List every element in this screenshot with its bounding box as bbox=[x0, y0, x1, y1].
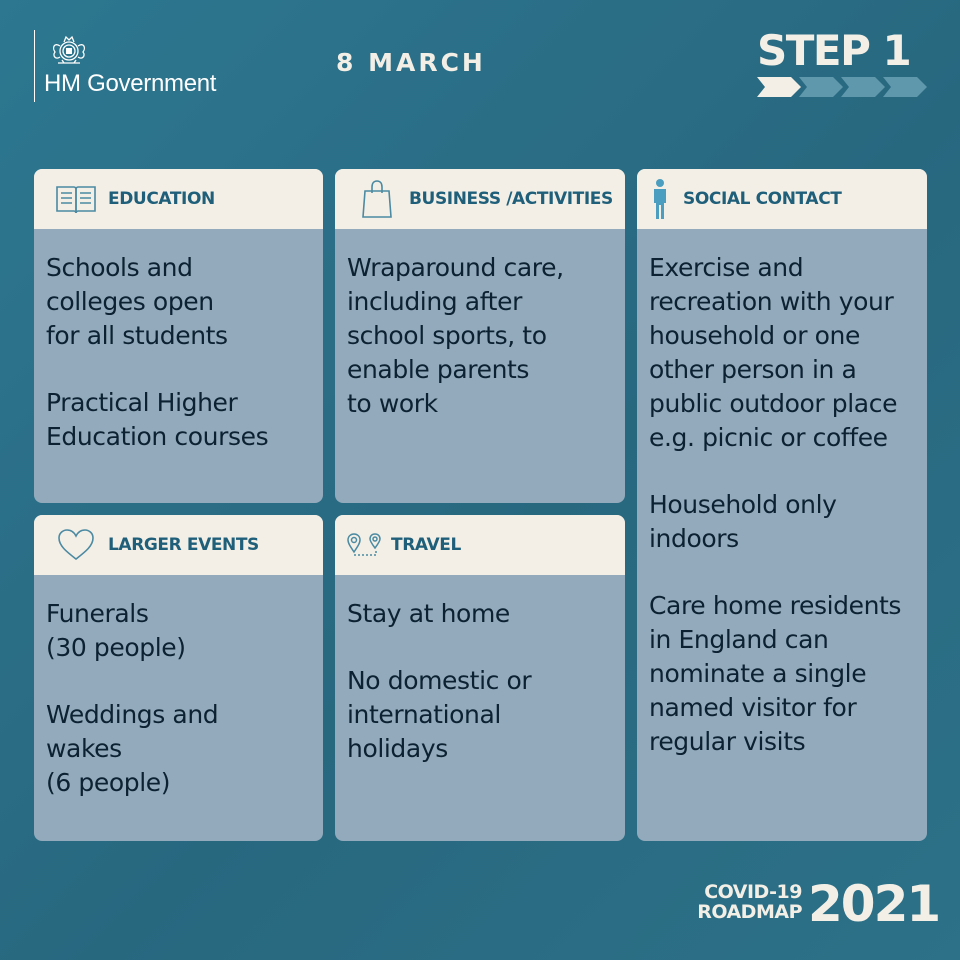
roadmap-year: 2021 bbox=[808, 875, 940, 933]
map-pin-route-icon bbox=[345, 528, 385, 562]
card-title: BUSINESS /ACTIVITIES bbox=[409, 189, 613, 209]
roadmap-footer bbox=[668, 875, 940, 933]
roadmap-line-1: COVID-19 bbox=[704, 881, 802, 903]
hm-government-logo bbox=[34, 30, 216, 102]
card-text: Care home residents in England can nominate a single named visitor for regular visits bbox=[649, 591, 902, 756]
card-text: Wraparound care, including after school sports, to enable parents to work bbox=[347, 253, 564, 418]
person-icon bbox=[647, 182, 673, 216]
card-header bbox=[335, 169, 625, 229]
card-text: Stay at home bbox=[347, 599, 510, 628]
card-text: Practical Higher Education courses bbox=[46, 388, 269, 451]
card-text: Funerals (30 people) bbox=[46, 599, 186, 662]
card-body bbox=[637, 229, 927, 759]
heart-icon bbox=[54, 528, 98, 562]
organisation-name: HM Government bbox=[44, 70, 217, 97]
card-larger-events bbox=[34, 515, 323, 841]
card-title: SOCIAL CONTACT bbox=[683, 189, 842, 209]
card-social-contact bbox=[637, 169, 927, 841]
step-progress-arrows bbox=[757, 77, 927, 97]
roadmap-line-2: ROADMAP bbox=[697, 901, 802, 923]
royal-crest-icon bbox=[46, 30, 92, 68]
header bbox=[0, 0, 960, 120]
card-header bbox=[34, 169, 323, 229]
card-header bbox=[335, 515, 625, 575]
card-body bbox=[335, 229, 625, 421]
card-text: Exercise and recreation with your household or one other person in a public outdoor place e.g. picnic or coffee bbox=[649, 253, 898, 452]
card-education bbox=[34, 169, 323, 503]
card-body bbox=[34, 575, 323, 800]
card-business-activities bbox=[335, 169, 625, 503]
shopping-bag-icon bbox=[355, 182, 399, 216]
card-header bbox=[34, 515, 323, 575]
card-body bbox=[34, 229, 323, 454]
card-text: Schools and colleges open for all students bbox=[46, 253, 228, 350]
step-arrow-4 bbox=[883, 77, 927, 97]
step-label: STEP 1 bbox=[757, 26, 911, 75]
card-header bbox=[637, 169, 927, 229]
step-arrow-3 bbox=[841, 77, 885, 97]
card-body bbox=[335, 575, 625, 766]
step-arrow-1 bbox=[757, 77, 801, 97]
card-text: No domestic or international holidays bbox=[347, 666, 532, 763]
card-title: TRAVEL bbox=[391, 535, 461, 555]
step-indicator bbox=[757, 28, 927, 100]
card-text: Weddings and wakes (6 people) bbox=[46, 700, 219, 797]
card-title: EDUCATION bbox=[108, 189, 215, 209]
card-text: Household only indoors bbox=[649, 490, 837, 553]
roadmap-label bbox=[668, 882, 802, 922]
date-label: 8 MARCH bbox=[336, 48, 486, 77]
card-title: LARGER EVENTS bbox=[108, 535, 259, 555]
card-travel bbox=[335, 515, 625, 841]
step-arrow-2 bbox=[799, 77, 843, 97]
book-icon bbox=[54, 182, 98, 216]
